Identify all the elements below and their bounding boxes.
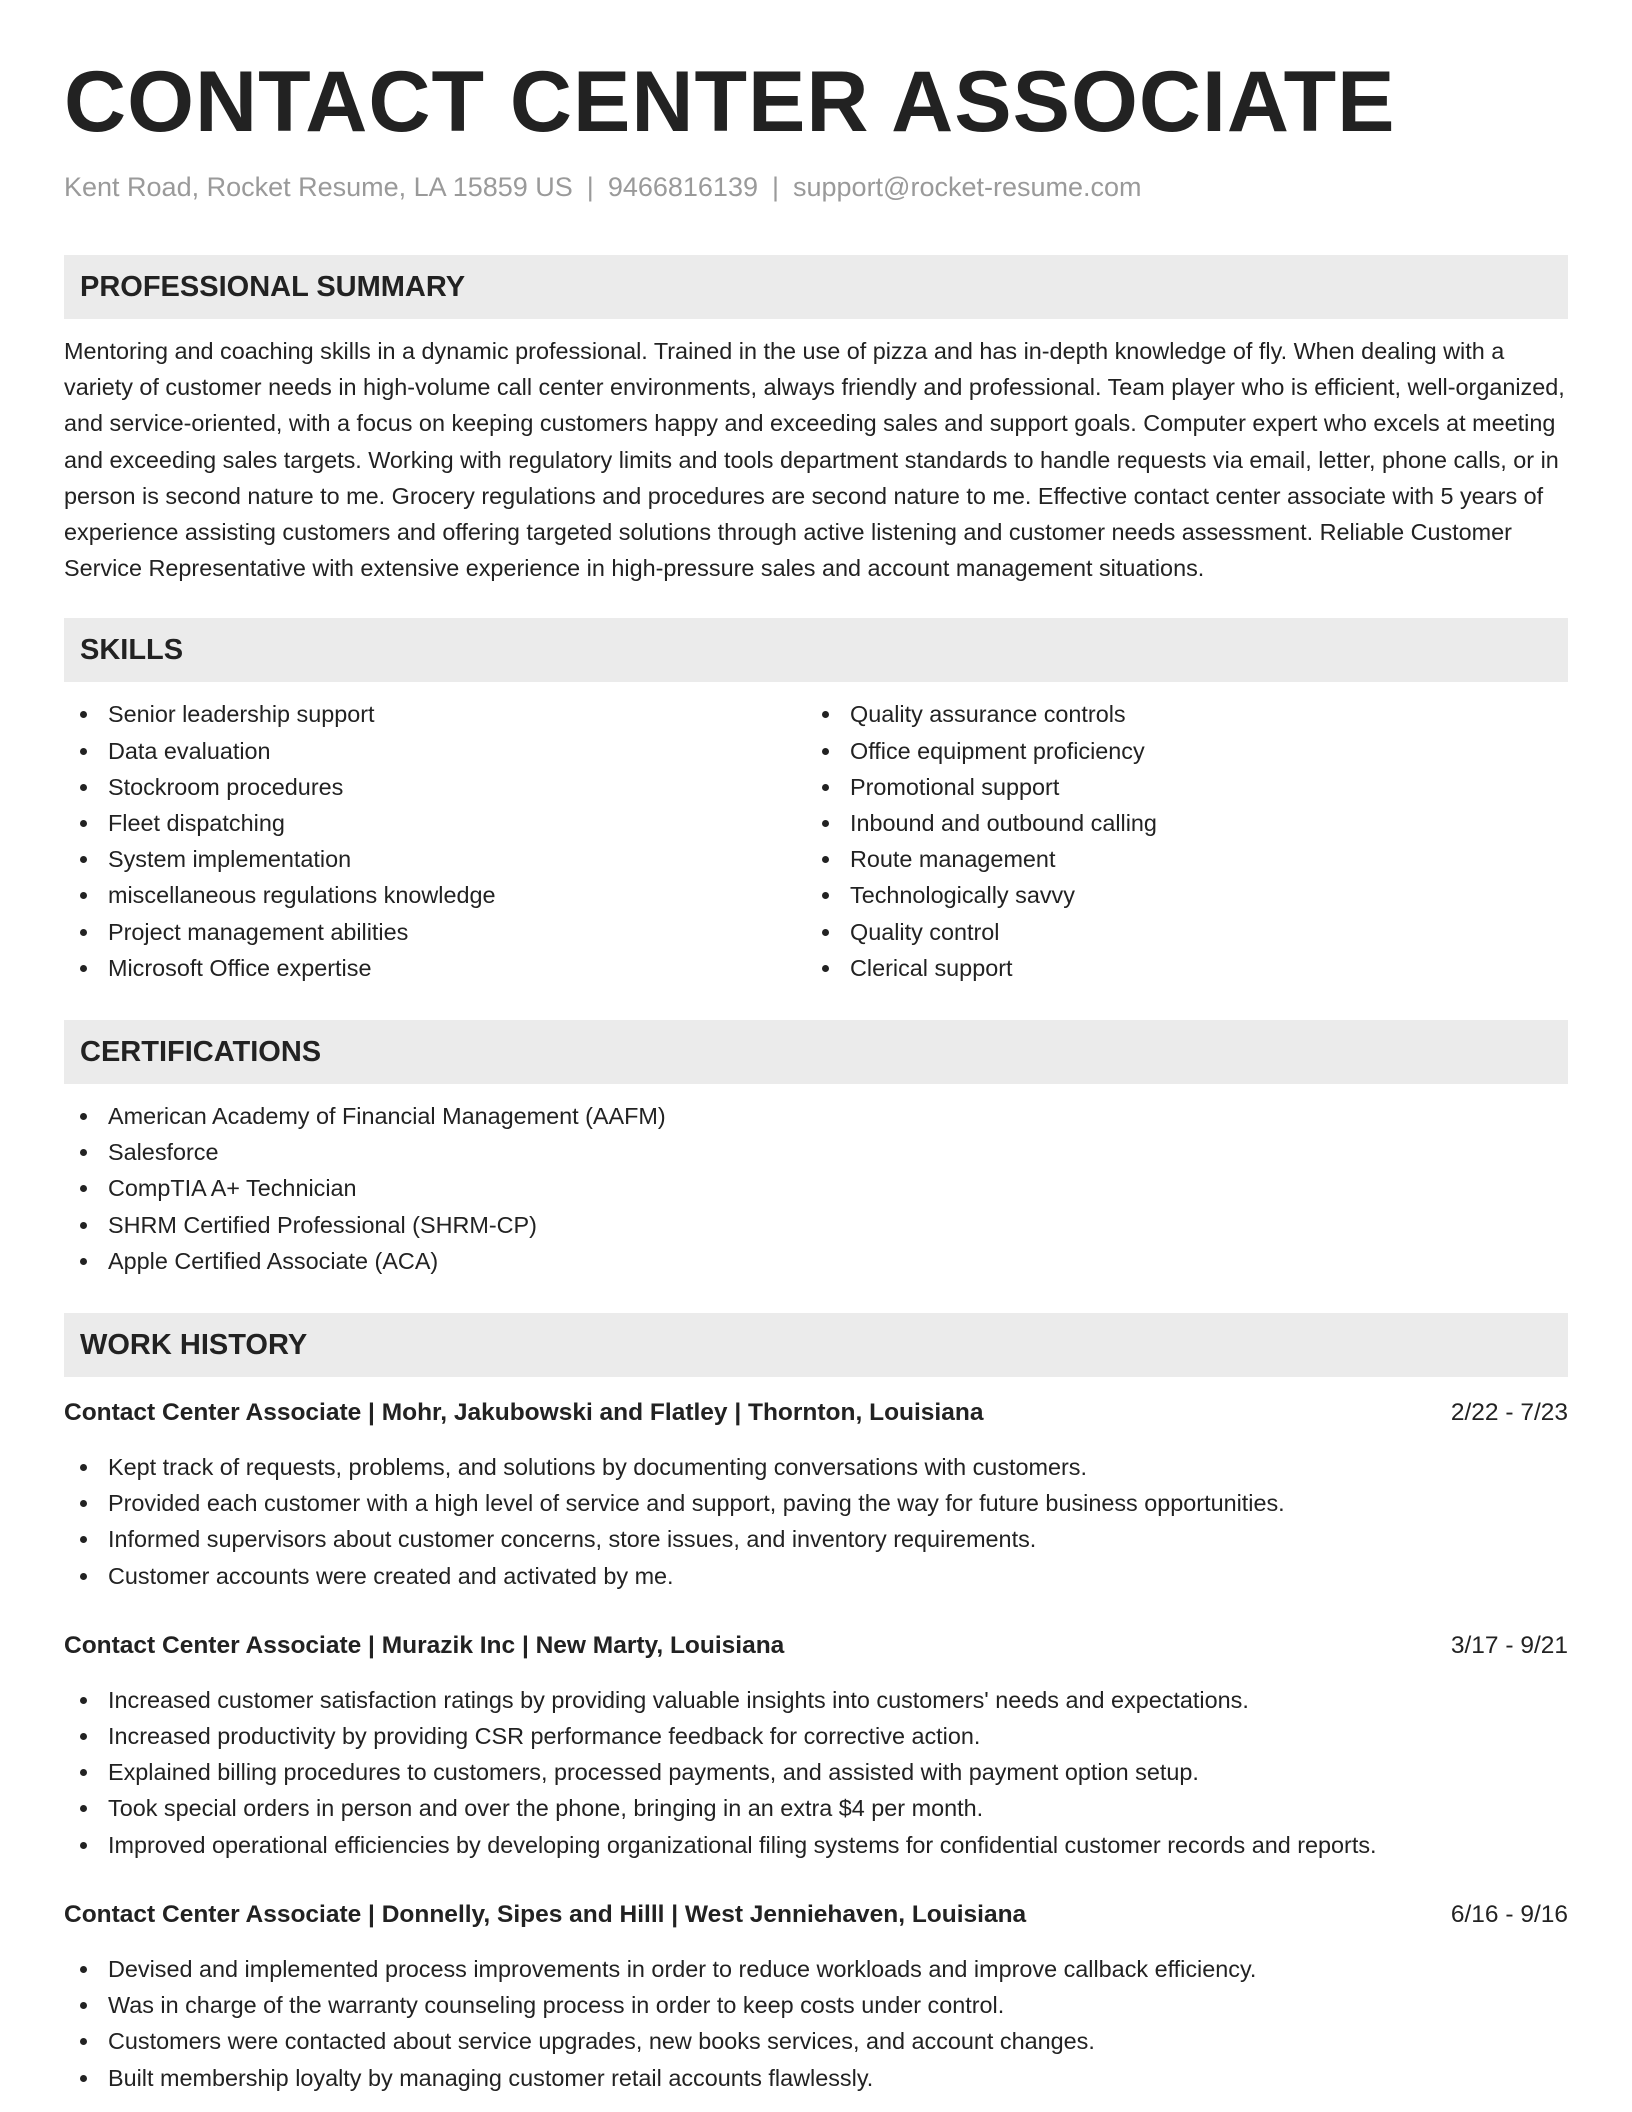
job-bullet: Informed supervisors about customer concerns, store issues, and inventory requirements.	[64, 1521, 1568, 1557]
job-bullets	[64, 1449, 1568, 1594]
resume-name: CONTACT CENTER ASSOCIATE	[64, 54, 1396, 150]
certification-item: Apple Certified Associate (ACA)	[64, 1243, 1568, 1279]
skill-item: miscellaneous regulations knowledge	[64, 877, 806, 913]
job-bullet: Increased customer satisfaction ratings by providing valuable insights into customers' needs and expectations.	[64, 1682, 1568, 1718]
certification-item: CompTIA A+ Technician	[64, 1170, 1568, 1206]
contact-separator: |	[586, 172, 594, 202]
skills-list-right	[806, 696, 1568, 986]
skill-item: Technologically savvy	[806, 877, 1568, 913]
job-bullets	[64, 1951, 1568, 2096]
certifications-list	[64, 1098, 1568, 1279]
skill-item: Project management abilities	[64, 914, 806, 950]
section-heading-skills: SKILLS	[64, 618, 1568, 682]
job-entry	[64, 1628, 1568, 1863]
job-title: Contact Center Associate | Donnelly, Sipes and Hilll | West Jenniehaven, Louisiana	[64, 1900, 1027, 1928]
job-bullet: Devised and implemented process improvements in order to reduce workloads and improve callback efficiency.	[64, 1951, 1568, 1987]
skill-item: Quality control	[806, 914, 1568, 950]
job-bullet: Improved operational efficiencies by developing organizational filing systems for confidential customer records and reports.	[64, 1827, 1568, 1863]
skill-item: Fleet dispatching	[64, 805, 806, 841]
job-entry	[64, 1897, 1568, 2096]
certification-item: Salesforce	[64, 1134, 1568, 1170]
skill-item: Inbound and outbound calling	[806, 805, 1568, 841]
skill-item: Stockroom procedures	[64, 769, 806, 805]
job-bullet: Kept track of requests, problems, and solutions by documenting conversations with customers.	[64, 1449, 1568, 1485]
job-header	[64, 1628, 1568, 1664]
skills-columns	[64, 696, 1568, 986]
contact-line	[64, 170, 1568, 204]
skills-list-left	[64, 696, 806, 986]
job-bullet: Built membership loyalty by managing customer retail accounts flawlessly.	[64, 2060, 1568, 2096]
contact-email: support@rocket-resume.com	[793, 172, 1142, 202]
skill-item: Route management	[806, 841, 1568, 877]
job-bullet: Customer accounts were created and activated by me.	[64, 1558, 1568, 1594]
section-heading-work-history: WORK HISTORY	[64, 1313, 1568, 1377]
job-bullet: Increased productivity by providing CSR performance feedback for corrective action.	[64, 1718, 1568, 1754]
job-dates: 3/17 - 9/21	[1450, 1631, 1568, 1659]
job-title: Contact Center Associate | Murazik Inc | New Marty, Louisiana	[64, 1631, 785, 1659]
job-bullet: Was in charge of the warranty counseling process in order to keep costs under control.	[64, 1987, 1568, 2023]
contact-phone: 9466816139	[607, 172, 758, 202]
contact-address: Kent Road, Rocket Resume, LA 15859 US	[64, 172, 573, 202]
skill-item: Clerical support	[806, 950, 1568, 986]
job-bullets	[64, 1682, 1568, 1863]
job-dates: 6/16 - 9/16	[1450, 1900, 1568, 1928]
skill-item: Quality assurance controls	[806, 696, 1568, 732]
skill-item: Senior leadership support	[64, 696, 806, 732]
job-title: Contact Center Associate | Mohr, Jakubowski and Flatley | Thornton, Louisiana	[64, 1399, 984, 1427]
skill-item: Promotional support	[806, 769, 1568, 805]
section-heading-summary: PROFESSIONAL SUMMARY	[64, 255, 1568, 319]
skill-item: Office equipment proficiency	[806, 733, 1568, 769]
contact-separator: |	[771, 172, 779, 202]
job-header	[64, 1395, 1568, 1431]
job-dates: 2/22 - 7/23	[1450, 1399, 1568, 1427]
certification-item: SHRM Certified Professional (SHRM-CP)	[64, 1207, 1568, 1243]
skill-item: Data evaluation	[64, 733, 806, 769]
job-bullet: Explained billing procedures to customers, processed payments, and assisted with payment option setup.	[64, 1754, 1568, 1790]
skill-item: System implementation	[64, 841, 806, 877]
section-heading-certifications: CERTIFICATIONS	[64, 1020, 1568, 1084]
job-header	[64, 1897, 1568, 1933]
job-bullet: Took special orders in person and over the phone, bringing in an extra $4 per month.	[64, 1790, 1568, 1826]
certification-item: American Academy of Financial Management (AAFM)	[64, 1098, 1568, 1134]
skill-item: Microsoft Office expertise	[64, 950, 806, 986]
summary-text: Mentoring and coaching skills in a dynamic professional. Trained in the use of pizza and has in-depth knowledge of fly. When dealing with a variety of customer needs in high-volume call center environments, always friendly and professional. Team player who is efficient, well-organized, and service-oriented, with a focus on keeping customers happy and exceeding sales and support goals. Computer expert who excels at meeting and exceeding sales targets. Working with regulatory limits and tools department standards to handle requests via email, letter, phone calls, or in person is second nature to me. Grocery regulations and procedures are second nature to me. Effective contact center associate with 5 years of experience assisting customers and offering targeted solutions through active listening and customer needs assessment. Reliable Customer Service Representative with extensive experience in high-pressure sales and account management situations.	[64, 338, 1565, 582]
job-entry	[64, 1395, 1568, 1594]
job-bullet: Customers were contacted about service upgrades, new books services, and account changes.	[64, 2023, 1568, 2059]
job-bullet: Provided each customer with a high level of service and support, paving the way for future business opportunities.	[64, 1485, 1568, 1521]
